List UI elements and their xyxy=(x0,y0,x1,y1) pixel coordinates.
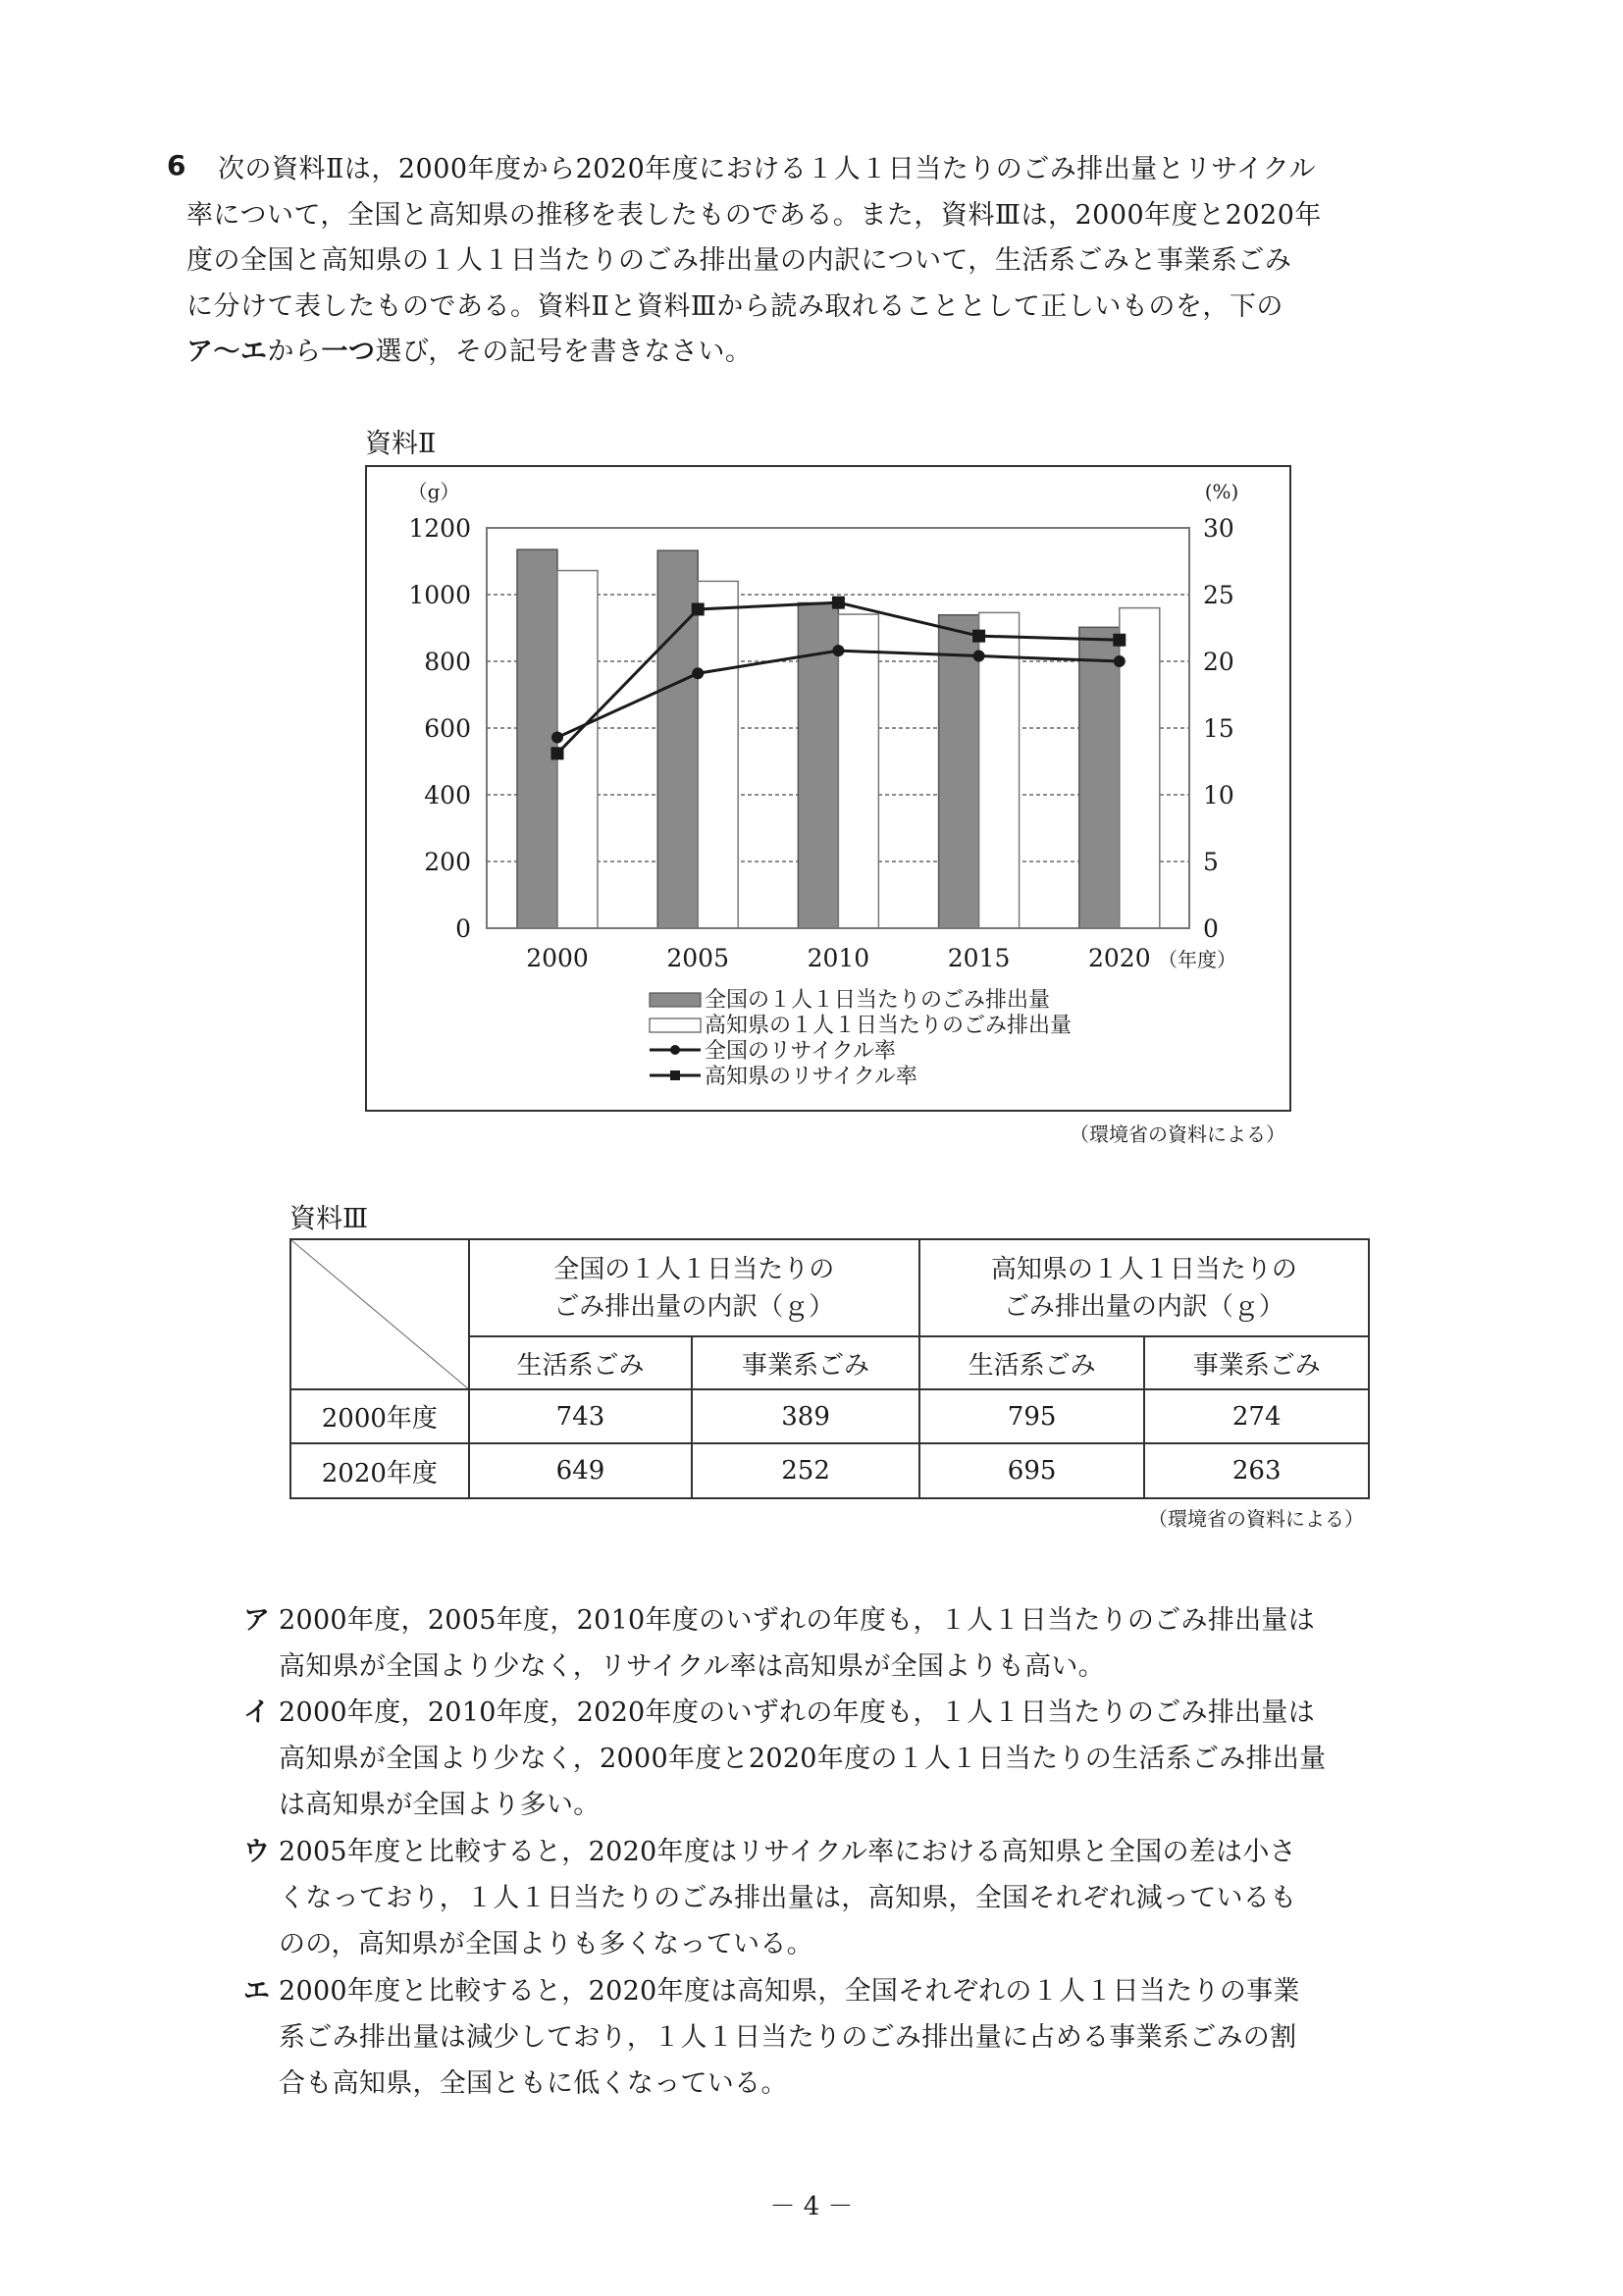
x-axis-unit: （年度） xyxy=(1158,948,1236,971)
table-row xyxy=(290,1389,1369,1443)
y-tick-label: 200 xyxy=(424,848,471,876)
material3-table xyxy=(289,1238,1370,1499)
option-line: 合も高知県，全国ともに低くなっている。 xyxy=(279,2068,788,2099)
table-header-row xyxy=(290,1239,1369,1336)
option-mark: ウ xyxy=(243,1837,271,1867)
choice-range: ア～エ xyxy=(186,337,268,367)
material2-label: 資料Ⅱ xyxy=(365,429,437,459)
table-cell: 389 xyxy=(692,1389,919,1443)
table-cell: 263 xyxy=(1144,1443,1369,1498)
x-tick-label: 2020 xyxy=(1087,944,1151,972)
y-tick-label-right: 5 xyxy=(1203,848,1219,876)
y-axis-right xyxy=(1203,514,1234,943)
point-marker xyxy=(972,630,985,643)
group-header-national xyxy=(469,1239,919,1336)
option-line: くなっており，１人１日当たりのごみ排出量は，高知県，全国それぞれ減っているも xyxy=(279,1883,1297,1913)
option-u xyxy=(243,1829,1499,1967)
point-marker xyxy=(832,645,844,656)
table-cell: 274 xyxy=(1144,1389,1369,1443)
option-line: のの，高知県が全国よりも多くなっている。 xyxy=(279,1929,813,1959)
material3-label: 資料Ⅲ xyxy=(289,1204,369,1234)
option-i xyxy=(243,1690,1499,1828)
table-cell: 695 xyxy=(919,1443,1145,1498)
bar xyxy=(1079,627,1120,928)
table-cell: 649 xyxy=(469,1443,693,1498)
option-a xyxy=(243,1597,1499,1690)
subheader: 事業系ごみ xyxy=(1144,1336,1369,1389)
group-header-line: ごみ排出量の内訳（ｇ） xyxy=(553,1291,835,1322)
table-cell: 252 xyxy=(692,1443,919,1498)
group-header-line: 全国の１人１日当たりの xyxy=(553,1254,835,1284)
x-tick-label: 2015 xyxy=(947,944,1011,972)
subheader: 事業系ごみ xyxy=(692,1336,919,1389)
legend-swatch xyxy=(650,1018,701,1032)
diagonal-cell xyxy=(290,1239,469,1389)
option-line: 高知県が全国より少なく，2000年度と2020年度の１人１日当たりの生活系ごみ排出量 xyxy=(279,1744,1327,1774)
group-header-kochi xyxy=(919,1239,1369,1336)
question-text-fragment: 選び，その記号を書きなさい。 xyxy=(375,337,753,367)
point-marker xyxy=(832,597,845,609)
question-line: 率について，全国と高知県の推移を表したものである。また，資料Ⅲは，2000年度と2020年 xyxy=(186,199,1322,231)
table-row xyxy=(290,1443,1369,1498)
option-mark: ア xyxy=(243,1605,271,1636)
legend-marker xyxy=(670,1045,680,1055)
option-line: 2000年度と比較すると，2020年度は高知県，全国それぞれの１人１日当たりの事業 xyxy=(279,1976,1300,2007)
y-axis-unit-left: （g） xyxy=(407,480,460,503)
y-tick-label-right: 15 xyxy=(1203,714,1234,743)
option-line: 2000年度，2010年度，2020年度のいずれの年度も，１人１日当たりのごみ排出量は xyxy=(279,1697,1316,1728)
y-axis-unit-right: (%) xyxy=(1204,480,1239,503)
y-axis-left xyxy=(408,514,471,943)
y-tick-label: 1200 xyxy=(408,514,471,543)
legend-label: 全国の１人１日当たりのごみ排出量 xyxy=(705,988,1051,1013)
material2-source: （環境省の資料による） xyxy=(1070,1122,1285,1146)
x-tick-label: 2005 xyxy=(666,944,730,972)
row-label: 2020年度 xyxy=(290,1443,469,1498)
point-marker xyxy=(551,732,563,744)
chart xyxy=(0,0,1623,1119)
table-cell: 795 xyxy=(919,1389,1145,1443)
bar xyxy=(979,612,1020,928)
option-line: 高知県が全国より少なく，リサイクル率は高知県が全国よりも高い。 xyxy=(279,1651,1105,1682)
group-header-line: ごみ排出量の内訳（ｇ） xyxy=(1003,1291,1284,1322)
legend-label: 高知県の１人１日当たりのごみ排出量 xyxy=(705,1014,1073,1038)
point-marker xyxy=(692,602,705,615)
bar xyxy=(838,614,878,928)
y-tick-label: 1000 xyxy=(408,581,471,609)
subheader: 生活系ごみ xyxy=(469,1336,693,1389)
group-header-line: 高知県の１人１日当たりの xyxy=(990,1254,1297,1284)
option-mark: エ xyxy=(243,1976,271,2007)
point-marker xyxy=(1114,655,1126,667)
y-tick-label-right: 0 xyxy=(1203,914,1219,943)
option-line: 系ごみ排出量は減少しており，１人１日当たりのごみ排出量に占める事業系ごみの割 xyxy=(279,2022,1297,2053)
legend xyxy=(650,988,1072,1089)
legend-marker xyxy=(670,1070,680,1080)
legend-label: 全国のリサイクル率 xyxy=(705,1039,896,1064)
x-axis xyxy=(526,944,1150,972)
y-tick-label: 600 xyxy=(424,714,471,743)
point-marker xyxy=(551,747,564,759)
y-tick-label-right: 10 xyxy=(1203,781,1234,809)
option-line: 2000年度，2005年度，2010年度のいずれの年度も，１人１日当たりのごみ排出量は xyxy=(279,1605,1316,1636)
y-tick-label: 0 xyxy=(455,914,471,943)
y-tick-label-right: 25 xyxy=(1203,581,1234,609)
x-tick-label: 2000 xyxy=(526,944,589,972)
point-marker xyxy=(973,651,985,662)
bar xyxy=(1120,608,1160,928)
table-cell: 743 xyxy=(469,1389,693,1443)
question-line: 次の資料Ⅱは，2000年度から2020年度における１人１日当たりのごみ排出量とリサイクル xyxy=(218,154,1316,184)
point-marker xyxy=(1113,634,1126,647)
row-label: 2000年度 xyxy=(290,1389,469,1443)
bar xyxy=(939,615,979,928)
question-line: 度の全国と高知県の１人１日当たりのごみ排出量の内訳について，生活系ごみと事業系ごみ xyxy=(186,245,1292,276)
option-mark: イ xyxy=(243,1697,271,1728)
bar xyxy=(698,581,738,928)
point-marker xyxy=(692,667,704,679)
question-line: に分けて表したものである。資料Ⅱと資料Ⅲから読み取れることとして正しいものを，下の xyxy=(186,290,1283,322)
legend-swatch xyxy=(650,993,701,1007)
page-number: － 4 － xyxy=(769,2192,854,2221)
subheader: 生活系ごみ xyxy=(919,1336,1145,1389)
y-tick-label-right: 30 xyxy=(1203,514,1234,543)
question-text-fragment: から xyxy=(267,337,322,367)
x-tick-label: 2010 xyxy=(807,944,870,972)
option-line: は高知県が全国より多い。 xyxy=(279,1790,601,1820)
material3-source: （環境省の資料による） xyxy=(1148,1507,1364,1531)
choose-one: 一つ xyxy=(321,337,376,367)
bar xyxy=(517,549,557,928)
y-tick-label: 800 xyxy=(424,648,471,676)
option-e xyxy=(243,1968,1499,2107)
legend-label: 高知県のリサイクル率 xyxy=(705,1065,917,1089)
option-line: 2005年度と比較すると，2020年度はリサイクル率における高知県と全国の差は小さ xyxy=(279,1837,1296,1867)
y-tick-label-right: 20 xyxy=(1203,648,1234,676)
question-number: 6 xyxy=(167,149,186,182)
y-tick-label: 400 xyxy=(424,781,471,809)
